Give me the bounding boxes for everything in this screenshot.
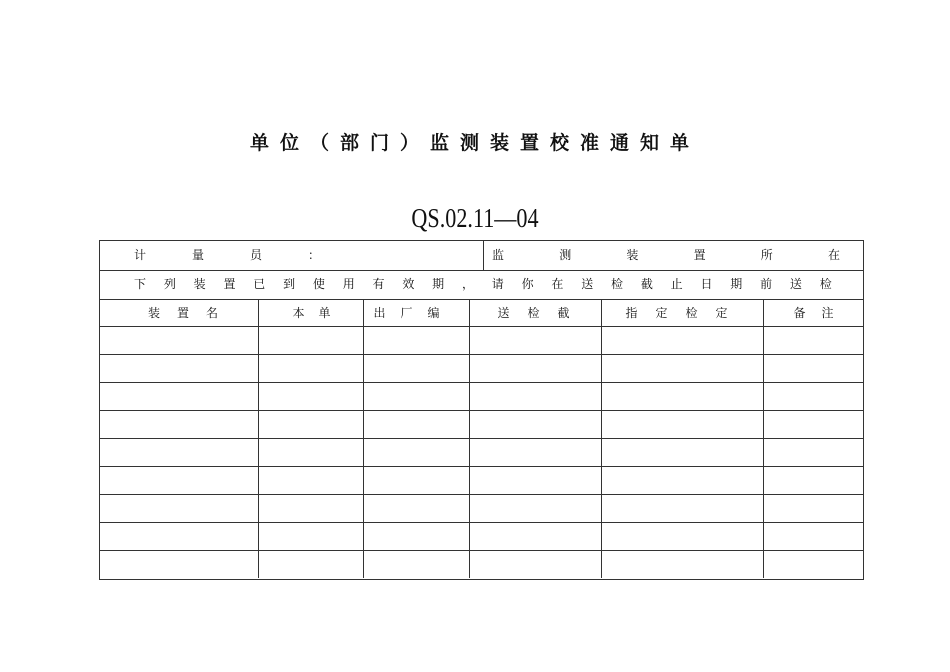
- metrologist-label: [134, 248, 320, 262]
- char: ，: [461, 277, 474, 291]
- notice-text: [134, 277, 832, 291]
- table-cell[interactable]: [601, 438, 763, 466]
- char: 效: [402, 277, 415, 291]
- char: 止: [670, 277, 683, 291]
- char: 期: [730, 277, 743, 291]
- char: 前: [760, 277, 773, 291]
- table-cell[interactable]: [469, 494, 601, 522]
- char: 置: [176, 305, 189, 320]
- table-cell[interactable]: [469, 326, 601, 354]
- table-cell[interactable]: [258, 550, 363, 578]
- char: 你: [521, 277, 534, 291]
- table-row: [100, 382, 863, 410]
- table-cell[interactable]: [469, 354, 601, 382]
- table-cell[interactable]: [100, 382, 258, 410]
- table-cell[interactable]: [601, 550, 763, 578]
- table-cell[interactable]: [469, 438, 601, 466]
- char: 检: [685, 305, 698, 320]
- table-row: [100, 410, 863, 438]
- char: 装: [193, 277, 206, 291]
- table-cell[interactable]: [469, 550, 601, 578]
- table-cell[interactable]: [601, 522, 763, 550]
- char: 计: [134, 248, 147, 262]
- char: 到: [283, 277, 296, 291]
- table-cell[interactable]: [601, 466, 763, 494]
- char: 监: [492, 248, 505, 262]
- table-row: [100, 326, 863, 354]
- table-cell[interactable]: [469, 410, 601, 438]
- table-cell[interactable]: [601, 354, 763, 382]
- table-cell[interactable]: [763, 466, 863, 494]
- char: 量: [191, 248, 204, 262]
- table-cell[interactable]: [763, 522, 863, 550]
- char: 备: [793, 305, 806, 320]
- char: 送: [497, 305, 510, 320]
- table-row: [100, 466, 863, 494]
- char: 送: [789, 277, 802, 291]
- table-cell[interactable]: [763, 550, 863, 578]
- char: 截: [557, 305, 570, 320]
- table-cell[interactable]: [258, 466, 363, 494]
- table-cell[interactable]: [258, 326, 363, 354]
- table-cell[interactable]: [763, 326, 863, 354]
- char: ：: [307, 248, 320, 262]
- table-cell[interactable]: [100, 522, 258, 550]
- header-row-2: [100, 270, 863, 300]
- char: 单: [318, 305, 331, 320]
- table-cell[interactable]: [258, 354, 363, 382]
- table-cell[interactable]: [763, 382, 863, 410]
- table-cell[interactable]: [363, 494, 469, 522]
- char: 名: [205, 305, 218, 320]
- column-header: [763, 299, 863, 326]
- char: 测: [559, 248, 572, 262]
- header-row-1: [100, 241, 863, 271]
- char: 注: [821, 305, 834, 320]
- table-cell[interactable]: [100, 354, 258, 382]
- table-cell[interactable]: [363, 550, 469, 578]
- table-cell[interactable]: [100, 326, 258, 354]
- char: 检: [819, 277, 832, 291]
- table-cell[interactable]: [100, 494, 258, 522]
- table-cell[interactable]: [469, 522, 601, 550]
- table-cell[interactable]: [100, 550, 258, 578]
- column-header: [100, 299, 258, 326]
- table-cell[interactable]: [258, 438, 363, 466]
- char: 日: [700, 277, 713, 291]
- char: 检: [611, 277, 624, 291]
- table-cell[interactable]: [363, 438, 469, 466]
- table-cell[interactable]: [601, 326, 763, 354]
- table-cell[interactable]: [258, 382, 363, 410]
- column-header: [363, 299, 469, 326]
- char: 置: [223, 277, 236, 291]
- char: 在: [551, 277, 564, 291]
- table-cell[interactable]: [469, 382, 601, 410]
- table-cell[interactable]: [363, 410, 469, 438]
- char: 送: [581, 277, 594, 291]
- table-cell[interactable]: [601, 410, 763, 438]
- table-cell[interactable]: [763, 438, 863, 466]
- document-code: QS.02.11—04: [411, 203, 539, 233]
- device-table: [100, 299, 863, 578]
- char: 已: [253, 277, 266, 291]
- table-row: [100, 438, 863, 466]
- table-cell[interactable]: [601, 494, 763, 522]
- table-cell[interactable]: [469, 466, 601, 494]
- table-cell[interactable]: [763, 494, 863, 522]
- char: 定: [715, 305, 728, 320]
- char: 定: [655, 305, 668, 320]
- column-header: [601, 299, 763, 326]
- table-cell[interactable]: [100, 438, 258, 466]
- char: 置: [693, 248, 706, 262]
- char: 在: [827, 248, 840, 262]
- table-cell[interactable]: [363, 382, 469, 410]
- char: 期: [432, 277, 445, 291]
- char: 请: [491, 277, 504, 291]
- char: 下: [134, 277, 147, 291]
- table-row: [100, 550, 863, 578]
- char: 编: [427, 305, 440, 320]
- table-cell[interactable]: [258, 410, 363, 438]
- table-cell[interactable]: [601, 382, 763, 410]
- char: 出: [373, 305, 386, 320]
- metrologist-cell: [100, 241, 484, 270]
- table-row: [100, 522, 863, 550]
- table-cell[interactable]: [363, 354, 469, 382]
- table-cell[interactable]: [258, 522, 363, 550]
- table-cell[interactable]: [763, 410, 863, 438]
- table-row: [100, 354, 863, 382]
- table-cell[interactable]: [363, 522, 469, 550]
- char: 检: [527, 305, 540, 320]
- device-location-cell: [484, 241, 863, 270]
- table-cell[interactable]: [258, 494, 363, 522]
- char: 装: [626, 248, 639, 262]
- page-title: 单位（部门）监测装置校准通知单: [249, 132, 700, 154]
- char: 装: [148, 305, 161, 320]
- char: 有: [372, 277, 385, 291]
- column-header: [469, 299, 601, 326]
- table-cell[interactable]: [363, 466, 469, 494]
- char: 厂: [400, 305, 413, 320]
- char: 所: [760, 248, 773, 262]
- table-cell[interactable]: [100, 410, 258, 438]
- char: 截: [640, 277, 653, 291]
- device-location-label: [492, 248, 840, 262]
- table-cell[interactable]: [363, 326, 469, 354]
- table-cell[interactable]: [763, 354, 863, 382]
- table-header-row: [100, 299, 863, 326]
- char: 指: [625, 305, 638, 320]
- char: 用: [342, 277, 355, 291]
- table-row: [100, 494, 863, 522]
- char: 本: [292, 305, 305, 320]
- char: 列: [163, 277, 176, 291]
- char: 员: [249, 248, 262, 262]
- calibration-notice-form: [99, 240, 864, 580]
- table-cell[interactable]: [100, 466, 258, 494]
- char: 使: [312, 277, 325, 291]
- column-header: [258, 299, 363, 326]
